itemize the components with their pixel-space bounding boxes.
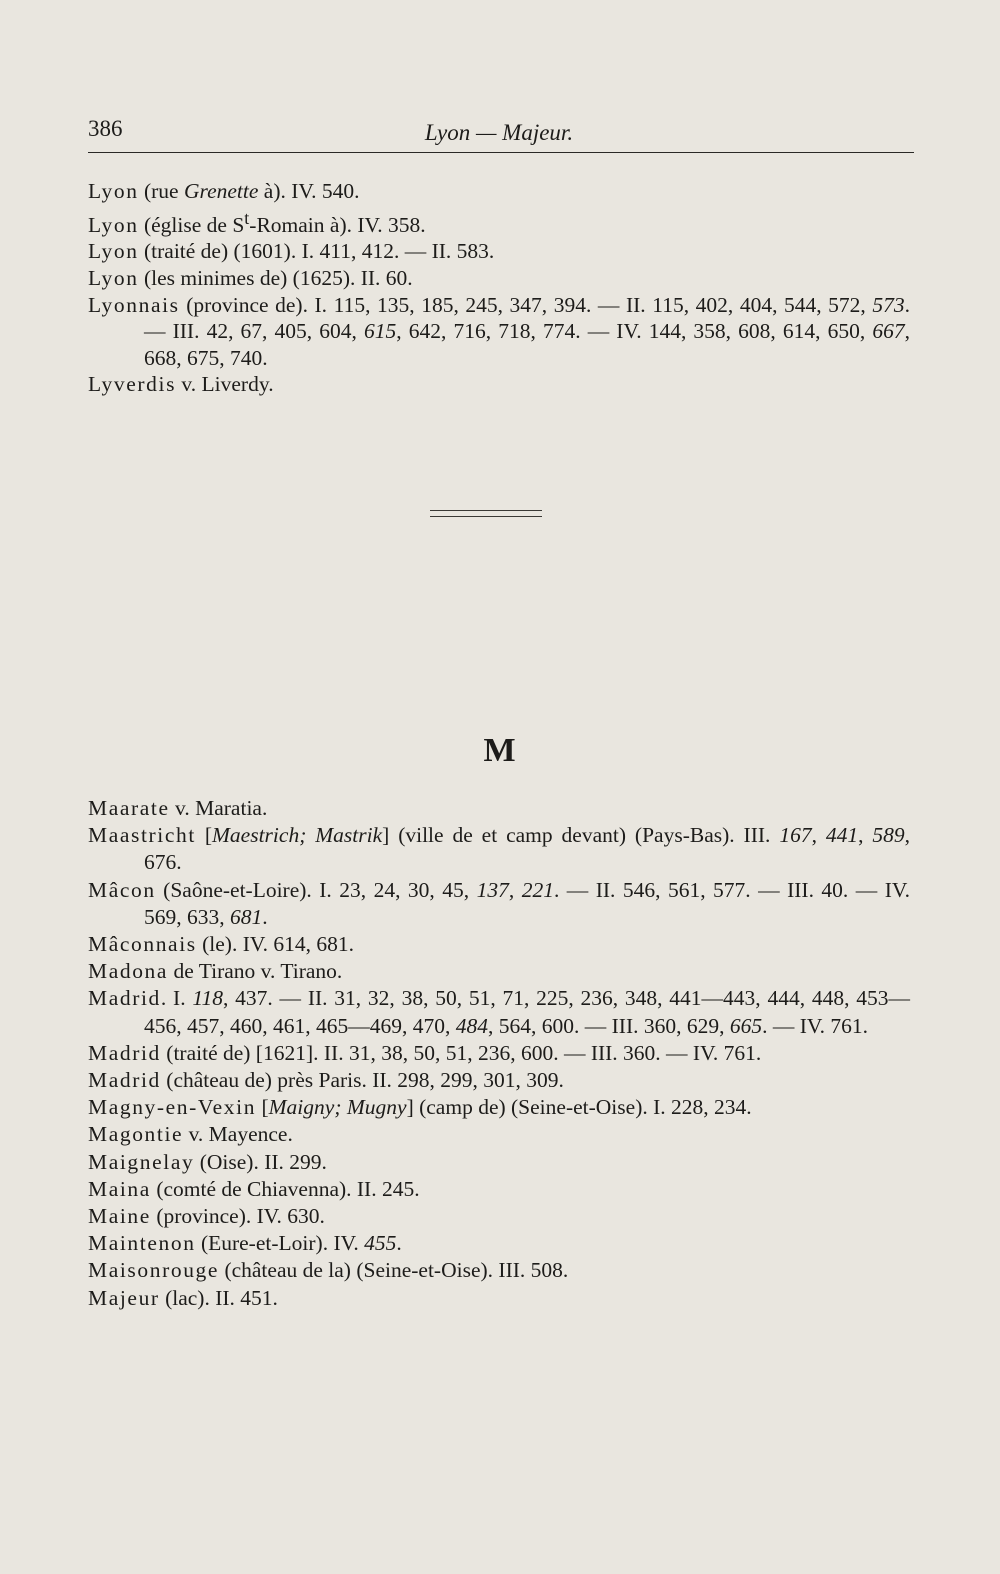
entry-text: [Maigny; Mugny] (camp de) (Seine-et-Oise). I. 228, 234. <box>256 1095 752 1120</box>
entry-headword: Majeur <box>88 1285 160 1310</box>
index-entries-m <box>88 795 910 1312</box>
entry-headword: Madona <box>88 959 169 984</box>
page-header <box>88 116 910 150</box>
entry-headword: Maisonrouge <box>88 1258 220 1283</box>
index-entry <box>88 1257 910 1284</box>
entry-text: (province de). I. 115, 135, 185, 245, 347, 394. — II. 115, 402, 404, 544, 572, 573. — III. 42, 67, 405, 604, 615, 642, 716, 718, 774. — IV. 144, 358, 608, 614, 650, 667, 668, 675, 740. <box>144 292 910 370</box>
entry-headword: Maastricht <box>88 823 196 848</box>
page-number: 386 <box>88 116 123 141</box>
entry-headword: Maina <box>88 1176 151 1201</box>
entry-text: (château de) près Paris. II. 298, 299, 301, 309. <box>160 1068 564 1093</box>
entry-text: (Saône-et-Loire). I. 23, 24, 30, 45, 137, 221. — II. 546, 561, 577. — III. 40. — IV. 569, 633, 681. <box>144 877 911 929</box>
running-title: Lyon — Majeur. <box>424 120 574 145</box>
index-entry <box>88 985 910 1039</box>
entry-headword: Magontie <box>88 1122 184 1147</box>
entry-headword: Magny-en-Vexin <box>88 1095 257 1120</box>
entry-headword: Maignelay <box>88 1149 195 1174</box>
entry-text: v. Mayence. <box>183 1122 293 1147</box>
entry-text: (lac). II. 451. <box>159 1285 278 1310</box>
index-entry <box>88 178 910 205</box>
entry-text: (Eure-et-Loir). IV. 455. <box>195 1231 402 1256</box>
entry-text: v. Maratia. <box>169 796 268 820</box>
entry-text: (rue Grenette à). IV. 540. <box>138 179 360 203</box>
index-entry <box>88 1040 910 1067</box>
entry-headword: Madrid <box>88 986 161 1011</box>
entry-headword: Madrid <box>88 1068 161 1093</box>
entry-headword: Lyon <box>88 212 139 237</box>
index-entry <box>88 1121 910 1148</box>
index-entry <box>88 1149 910 1176</box>
index-entry <box>88 205 910 239</box>
index-entry <box>88 795 910 822</box>
entry-text: [Maestrich; Mastrik] (ville de et camp devant) (Pays-Bas). III. 167, 441, 589, 676. <box>144 823 910 875</box>
entry-headword: Lyon <box>88 265 139 290</box>
index-entry <box>88 371 910 398</box>
index-entry <box>88 292 910 372</box>
index-entry <box>88 1067 910 1094</box>
index-entry <box>88 265 910 292</box>
entry-headword: Maarate <box>88 796 170 820</box>
index-entry <box>88 1230 910 1257</box>
index-entry <box>88 1094 910 1121</box>
entry-text: (le). IV. 614, 681. <box>196 932 355 957</box>
entry-headword: Maintenon <box>88 1231 196 1256</box>
entry-text: de Tirano v. Tirano. <box>168 959 343 984</box>
index-entry <box>88 822 910 876</box>
entry-text: (comté de Chiavenna). II. 245. <box>150 1176 420 1201</box>
entry-text: (Oise). II. 299. <box>194 1149 327 1174</box>
index-entry <box>88 958 910 985</box>
index-entry <box>88 877 910 931</box>
header-rule <box>88 152 914 153</box>
index-entry <box>88 1176 910 1203</box>
entry-headword: Lyverdis <box>88 372 177 397</box>
entry-headword: Madrid <box>88 1040 161 1065</box>
entry-text: (province). IV. 630. <box>150 1204 325 1229</box>
entry-text: (traité de) (1601). I. 411, 412. — II. 583. <box>138 239 495 264</box>
entry-text: (château de la) (Seine-et-Oise). III. 508. <box>219 1258 569 1283</box>
section-separator <box>430 510 542 517</box>
index-entry <box>88 931 910 958</box>
entry-headword: Mâconnais <box>88 932 197 957</box>
index-entry <box>88 1203 910 1230</box>
entry-text: (église de $S^t$-Romain à). IV. 358. <box>138 207 426 237</box>
entry-text: v. Liverdy. <box>176 372 274 397</box>
section-letter: M <box>483 732 517 769</box>
entry-headword: Lyonnais <box>88 292 180 317</box>
index-entry <box>88 238 910 265</box>
entry-headword: Lyon <box>88 239 139 264</box>
entry-headword: Lyon <box>88 179 139 203</box>
index-entries-l <box>88 178 910 398</box>
entry-text: (traité de) [1621]. II. 31, 38, 50, 51, 236, 600. — III. 360. — IV. 761. <box>160 1040 762 1065</box>
entry-text: (les minimes de) (1625). II. 60. <box>138 265 413 290</box>
entry-headword: Maine <box>88 1204 151 1229</box>
entry-headword: Mâcon <box>88 877 156 902</box>
entry-text: . I. 118, 437. — II. 31, 32, 38, 50, 51, 71, 225, 236, 348, 441—443, 444, 448, 453—456, 457, 460, 461, 465—469, 470, 484, 564, 600. — III. 360, 629, 665. — IV. 761. <box>144 986 910 1038</box>
index-entry <box>88 1285 910 1312</box>
